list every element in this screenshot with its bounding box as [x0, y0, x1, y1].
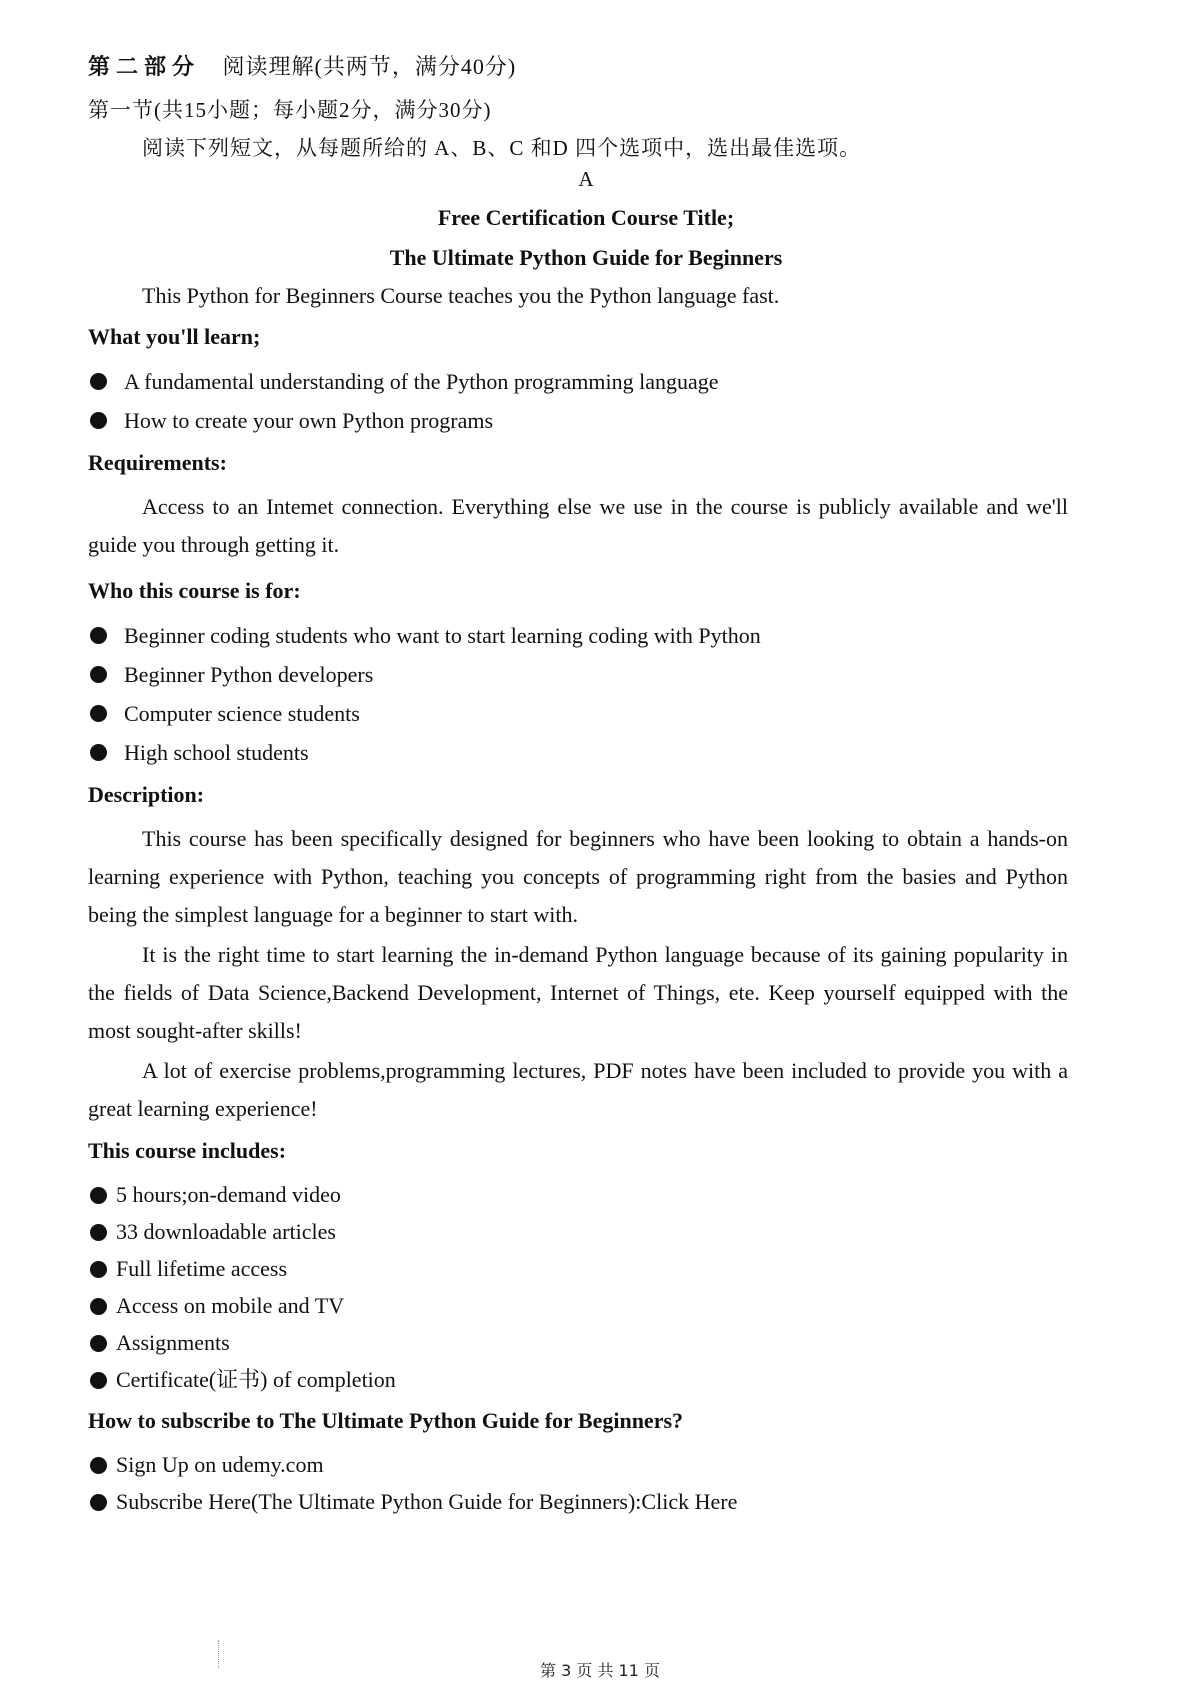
course-intro: This Python for Beginners Course teaches you the Python language fast.: [142, 283, 780, 308]
includes-heading: This course includes:: [88, 1138, 287, 1163]
page-number: 第 3 页 共 11 页: [540, 1661, 660, 1680]
part-label: 第二部分: [88, 54, 201, 79]
description-paragraph: A lot of exercise problems,programming lectures, PDF notes have been included to provide you with a great learning experience!: [88, 1058, 1068, 1121]
description-heading: Description:: [88, 782, 205, 807]
course-title-line1: Free Certification Course Title;: [437, 205, 735, 230]
audience-heading: Who this course is for:: [88, 578, 301, 603]
passage-letter: A: [578, 167, 594, 191]
learn-list: [88, 362, 1068, 440]
requirements-text: Access to an Intemet connection. Everything else we use in the course is publicly available and we'll guide you through getting it.: [88, 494, 1068, 557]
subscribe-item: Sign Up on udemy.com: [88, 1446, 1068, 1483]
includes-item: 33 downloadable articles: [88, 1213, 1068, 1250]
subscribe-list: [88, 1446, 1068, 1520]
part-heading: [88, 50, 1068, 84]
includes-item: Certificate(证书) of completion: [88, 1361, 1068, 1398]
includes-item: Access on mobile and TV: [88, 1287, 1068, 1324]
learn-item: How to create your own Python programs: [88, 401, 1068, 440]
audience-list: [88, 616, 1068, 772]
audience-item: Beginner coding students who want to start learning coding with Python: [88, 616, 1068, 655]
includes-item: Assignments: [88, 1324, 1068, 1361]
subscribe-item: Subscribe Here(The Ultimate Python Guide for Beginners):Click Here: [88, 1483, 1068, 1520]
includes-list: [88, 1176, 1068, 1398]
section-title: 第一节(共15小题；每小题2分，满分30分): [88, 98, 492, 122]
description-paragraph: It is the right time to start learning the in-demand Python language because of its gaining popularity in the fields of Data Science,Backend Development, Internet of Things, ete. Keep yourself equipped with the most sought-after skills!: [88, 942, 1068, 1043]
subscribe-heading: How to subscribe to The Ultimate Python Guide for Beginners?: [88, 1408, 684, 1433]
part-title: 阅读理解(共两节，满分40分): [222, 54, 517, 79]
includes-item: 5 hours;on-demand video: [88, 1176, 1068, 1213]
requirements-heading: Requirements:: [88, 450, 227, 475]
audience-item: Computer science students: [88, 694, 1068, 733]
description-paragraph: This course has been specifically designed for beginners who have been looking to obtain a hands-on learning experience with Python, teaching you concepts of programming right from the basies and Python being the simplest language for a beginner to start with.: [88, 826, 1068, 927]
exam-page: [88, 50, 1068, 1526]
includes-item: Full lifetime access: [88, 1250, 1068, 1287]
instruction-text: 阅读下列短文，从每题所给的 A、B、C 和D 四个选项中，选出最佳选项。: [142, 136, 862, 160]
learn-heading: What you'll learn;: [88, 324, 261, 349]
audience-item: Beginner Python developers: [88, 655, 1068, 694]
audience-item: High school students: [88, 733, 1068, 772]
learn-item: A fundamental understanding of the Python programming language: [88, 362, 1068, 401]
course-title-line2: The Ultimate Python Guide for Beginners: [389, 245, 783, 270]
